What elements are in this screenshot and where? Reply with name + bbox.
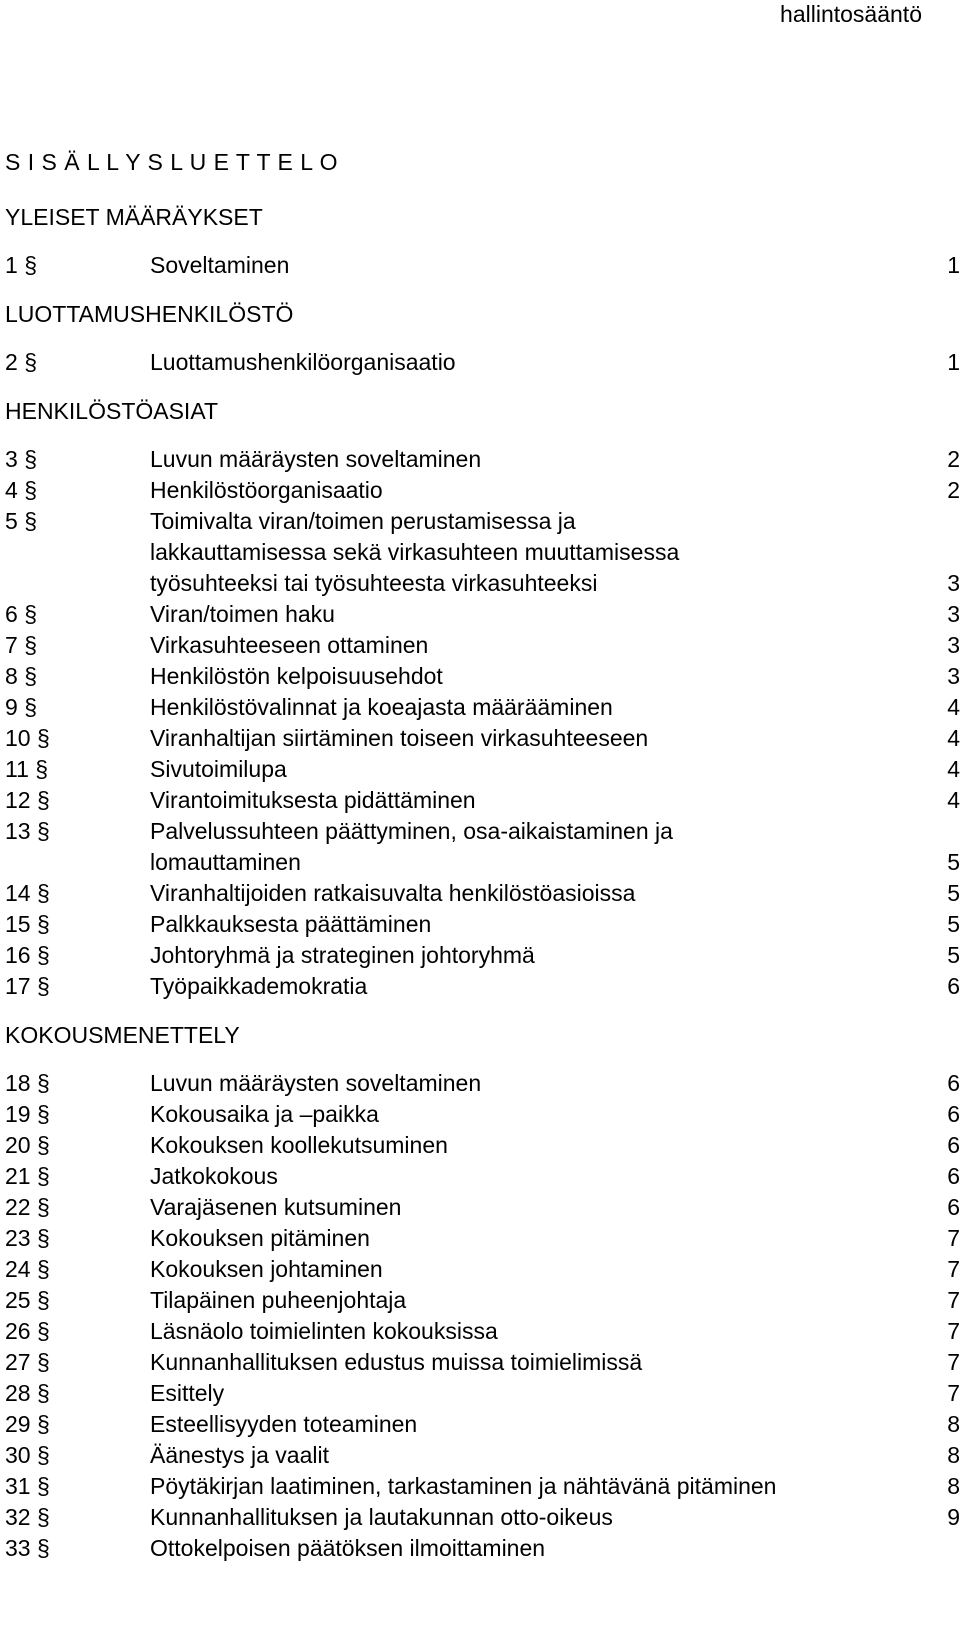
entry-page-number: 9 <box>947 1504 960 1530</box>
entry-title <box>150 1316 930 1347</box>
entry-page-number: 3 <box>947 601 960 627</box>
entry-number: 15 <box>5 911 31 937</box>
entry-number: 2 <box>5 349 18 375</box>
toc-entries <box>5 444 960 1002</box>
toc-entry <box>5 599 960 630</box>
entry-title-line: Palkkauksesta päättäminen <box>150 911 432 937</box>
entry-title <box>150 1409 930 1440</box>
entry-section-ref <box>5 816 150 878</box>
entry-title <box>150 1130 930 1161</box>
section-sign-icon: § <box>36 1163 50 1189</box>
entry-number: 18 <box>5 1070 31 1096</box>
entry-title-line: Soveltaminen <box>150 252 290 278</box>
entry-title <box>150 692 930 723</box>
section-heading: LUOTTAMUSHENKILÖSTÖ <box>5 301 294 327</box>
toc-entry <box>5 1068 960 1099</box>
document-header: hallintosääntö <box>780 1 922 27</box>
toc-sections <box>5 198 960 1564</box>
entry-section-ref <box>5 1409 150 1440</box>
entry-title-line: Kunnanhallituksen edustus muissa toimielimissä <box>150 1349 643 1375</box>
entry-title-line: Henkilöstöorganisaatio <box>150 477 383 503</box>
toc-entry <box>5 444 960 475</box>
entry-page-number: 4 <box>947 787 960 813</box>
entry-title <box>150 816 930 878</box>
section-heading: KOKOUSMENETTELY <box>5 1022 240 1048</box>
entry-section-ref <box>5 1440 150 1471</box>
entry-title <box>150 250 930 281</box>
section-sign-icon: § <box>36 973 50 999</box>
entry-title-line: Virkasuhteeseen ottaminen <box>150 632 429 658</box>
toc-entry <box>5 940 960 971</box>
toc-entries <box>5 347 960 378</box>
toc-entry <box>5 1223 960 1254</box>
toc-entry <box>5 347 960 378</box>
entry-number: 20 <box>5 1132 31 1158</box>
entry-title <box>150 1192 930 1223</box>
entry-title-line: Viranhaltijan siirtäminen toiseen virkasuhteeseen <box>150 725 649 751</box>
section-sign-icon: § <box>36 880 50 906</box>
entry-title-line: Virantoimituksesta pidättäminen <box>150 787 476 813</box>
entry-number: 31 <box>5 1473 31 1499</box>
entry-section-ref <box>5 723 150 754</box>
entry-title-line: Henkilöstövalinnat ja koeajasta määrääminen <box>150 694 613 720</box>
toc-entry <box>5 475 960 506</box>
entry-number: 33 <box>5 1535 31 1561</box>
entry-number: 9 <box>5 694 18 720</box>
entry-title <box>150 599 930 630</box>
toc-entry <box>5 506 960 599</box>
entry-title <box>150 1099 930 1130</box>
entry-section-ref <box>5 1471 150 1502</box>
toc-entry <box>5 1440 960 1471</box>
toc-entry <box>5 1502 960 1533</box>
entry-title <box>150 909 930 940</box>
section-sign-icon: § <box>36 1070 50 1096</box>
entry-section-ref <box>5 1254 150 1285</box>
toc-entry <box>5 1378 960 1409</box>
section-sign-icon: § <box>36 1380 50 1406</box>
toc-entry <box>5 1130 960 1161</box>
toc-title: S I S Ä L L Y S L U E T T E L O <box>5 149 338 175</box>
entry-title <box>150 1347 930 1378</box>
entry-title-line: Johtoryhmä ja strateginen johtoryhmä <box>150 942 535 968</box>
toc-entry <box>5 754 960 785</box>
entry-section-ref <box>5 1316 150 1347</box>
entry-number: 24 <box>5 1256 31 1282</box>
entry-title-line: Jatkokokous <box>150 1163 278 1189</box>
entry-number: 8 <box>5 663 18 689</box>
entry-page-number: 2 <box>947 446 960 472</box>
entry-number: 3 <box>5 446 18 472</box>
entry-page-number: 3 <box>947 663 960 689</box>
entry-title-line: Varajäsenen kutsuminen <box>150 1194 402 1220</box>
entry-page-number: 3 <box>947 632 960 658</box>
entry-number: 29 <box>5 1411 31 1437</box>
entry-page-number: 6 <box>947 973 960 999</box>
section-sign-icon: § <box>24 446 37 472</box>
section-sign-icon: § <box>36 1225 50 1251</box>
entry-page-number: 6 <box>947 1070 960 1096</box>
entry-section-ref <box>5 1223 150 1254</box>
entry-section-ref <box>5 599 150 630</box>
entry-number: 25 <box>5 1287 31 1313</box>
toc-entry <box>5 1533 960 1564</box>
entry-page-number: 7 <box>947 1380 960 1406</box>
entry-page-number: 4 <box>947 725 960 751</box>
entry-number: 19 <box>5 1101 31 1127</box>
entry-title-line: Työpaikkademokratia <box>150 973 368 999</box>
entry-title <box>150 1223 930 1254</box>
entry-title-line: Kokousaika ja –paikka <box>150 1101 379 1127</box>
entry-title-line: Kunnanhallituksen ja lautakunnan otto-oikeus <box>150 1504 613 1530</box>
entry-title-line: Palvelussuhteen päättyminen, osa-aikaistaminen ja <box>150 818 673 844</box>
toc-entry <box>5 1316 960 1347</box>
entry-page-number: 8 <box>947 1473 960 1499</box>
entry-section-ref <box>5 878 150 909</box>
entry-section-ref <box>5 940 150 971</box>
entry-title-line: Viranhaltijoiden ratkaisuvalta henkilöstöasioissa <box>150 880 636 906</box>
toc-entry <box>5 1161 960 1192</box>
entry-page-number: 6 <box>947 1132 960 1158</box>
entry-page-number: 5 <box>947 911 960 937</box>
entry-section-ref <box>5 909 150 940</box>
toc-entry <box>5 692 960 723</box>
entry-title-line: Luvun määräysten soveltaminen <box>150 1070 482 1096</box>
entry-title <box>150 1161 930 1192</box>
entry-title-line: lakkauttamisessa sekä virkasuhteen muuttamisessa <box>150 539 680 565</box>
toc-entries <box>5 250 960 281</box>
entry-page-number: 4 <box>947 756 960 782</box>
entry-title <box>150 971 930 1002</box>
entry-number: 6 <box>5 601 18 627</box>
entry-title-line: lomauttaminen <box>150 849 301 875</box>
entry-title <box>150 940 930 971</box>
entry-title <box>150 444 930 475</box>
toc-entry <box>5 909 960 940</box>
entry-title-line: Kokouksen koollekutsuminen <box>150 1132 448 1158</box>
toc-entry <box>5 250 960 281</box>
toc-section <box>5 295 960 378</box>
entry-number: 1 <box>5 252 18 278</box>
entry-page-number: 1 <box>947 349 960 375</box>
toc-entry <box>5 971 960 1002</box>
entry-number: 11 <box>5 756 29 782</box>
section-sign-icon: § <box>36 725 50 751</box>
entry-number: 23 <box>5 1225 31 1251</box>
toc-entry <box>5 1192 960 1223</box>
entry-section-ref <box>5 475 150 506</box>
entry-page-number: 5 <box>947 880 960 906</box>
entry-title-line: Luottamushenkilöorganisaatio <box>150 349 456 375</box>
entry-title-line: Viran/toimen haku <box>150 601 335 627</box>
entry-page-number: 7 <box>947 1349 960 1375</box>
entry-title <box>150 754 930 785</box>
entry-number: 13 <box>5 818 31 844</box>
section-sign-icon: § <box>36 1473 50 1499</box>
entry-page-number: 3 <box>947 570 960 596</box>
section-sign-icon: § <box>36 1411 50 1437</box>
entry-title-line: Kokouksen johtaminen <box>150 1256 383 1282</box>
section-sign-icon: § <box>36 1101 50 1127</box>
entry-title-line: Läsnäolo toimielinten kokouksissa <box>150 1318 498 1344</box>
entry-section-ref <box>5 785 150 816</box>
entry-title-line: Tilapäinen puheenjohtaja <box>150 1287 407 1313</box>
toc-section <box>5 1016 960 1564</box>
toc-entry <box>5 816 960 878</box>
entry-title <box>150 506 930 599</box>
entry-title-line: Äänestys ja vaalit <box>150 1442 329 1468</box>
entry-title <box>150 785 930 816</box>
entry-title <box>150 723 930 754</box>
entry-number: 12 <box>5 787 31 813</box>
entry-section-ref <box>5 444 150 475</box>
entry-section-ref <box>5 1192 150 1223</box>
section-sign-icon: § <box>24 349 37 375</box>
entry-title-line: Toimivalta viran/toimen perustamisessa ja <box>150 508 576 534</box>
section-sign-icon: § <box>36 1194 50 1220</box>
section-sign-icon: § <box>36 1504 50 1530</box>
entry-page-number: 1 <box>947 252 960 278</box>
entry-title-line: Esittely <box>150 1380 225 1406</box>
entry-title <box>150 347 930 378</box>
toc-entries <box>5 1068 960 1564</box>
entry-title <box>150 630 930 661</box>
entry-page-number: 7 <box>947 1256 960 1282</box>
section-heading: HENKILÖSTÖASIAT <box>5 398 219 424</box>
entry-section-ref <box>5 1099 150 1130</box>
entry-page-number: 7 <box>947 1287 960 1313</box>
entry-page-number: 6 <box>947 1101 960 1127</box>
entry-number: 28 <box>5 1380 31 1406</box>
section-sign-icon: § <box>36 1287 50 1313</box>
section-sign-icon: § <box>36 818 50 844</box>
entry-title-line: Ottokelpoisen päätöksen ilmoittaminen <box>150 1535 546 1561</box>
entry-number: 10 <box>5 725 31 751</box>
section-sign-icon: § <box>36 942 50 968</box>
toc-entry <box>5 1409 960 1440</box>
entry-page-number: 6 <box>947 1194 960 1220</box>
entry-section-ref <box>5 971 150 1002</box>
entry-title <box>150 1285 930 1316</box>
entry-section-ref <box>5 1285 150 1316</box>
entry-number: 32 <box>5 1504 31 1530</box>
entry-number: 17 <box>5 973 31 999</box>
entry-section-ref <box>5 1161 150 1192</box>
toc-entry <box>5 1099 960 1130</box>
toc-entry <box>5 1347 960 1378</box>
toc-section <box>5 198 960 281</box>
section-heading: YLEISET MÄÄRÄYKSET <box>5 204 263 230</box>
entry-title <box>150 1471 930 1502</box>
entry-number: 21 <box>5 1163 31 1189</box>
section-sign-icon: § <box>24 694 37 720</box>
entry-title-line: Esteellisyyden toteaminen <box>150 1411 418 1437</box>
entry-section-ref <box>5 661 150 692</box>
toc-entry <box>5 661 960 692</box>
section-sign-icon: § <box>36 1132 50 1158</box>
entry-number: 27 <box>5 1349 31 1375</box>
entry-title <box>150 1254 930 1285</box>
toc-entry <box>5 878 960 909</box>
toc-section <box>5 392 960 1002</box>
entry-title <box>150 1068 930 1099</box>
section-sign-icon: § <box>36 1349 50 1375</box>
entry-title <box>150 1440 930 1471</box>
section-sign-icon: § <box>24 601 37 627</box>
entry-section-ref <box>5 1068 150 1099</box>
entry-section-ref <box>5 250 150 281</box>
section-sign-icon: § <box>36 1442 50 1468</box>
entry-title <box>150 661 930 692</box>
entry-section-ref <box>5 347 150 378</box>
section-sign-icon: § <box>36 1256 50 1282</box>
section-sign-icon: § <box>36 1318 50 1344</box>
entry-title <box>150 475 930 506</box>
toc-entry <box>5 630 960 661</box>
toc-entry <box>5 1254 960 1285</box>
entry-title <box>150 878 930 909</box>
section-sign-icon: § <box>24 663 37 689</box>
entry-page-number: 8 <box>947 1411 960 1437</box>
entry-section-ref <box>5 506 150 599</box>
toc-entry <box>5 785 960 816</box>
entry-title-line: Pöytäkirjan laatiminen, tarkastaminen ja nähtävänä pitäminen <box>150 1473 777 1499</box>
entry-number: 14 <box>5 880 31 906</box>
entry-section-ref <box>5 1130 150 1161</box>
entry-section-ref <box>5 1378 150 1409</box>
entry-page-number: 7 <box>947 1318 960 1344</box>
toc-entry <box>5 1471 960 1502</box>
section-sign-icon: § <box>24 252 37 278</box>
entry-section-ref <box>5 630 150 661</box>
section-sign-icon: § <box>24 632 37 658</box>
entry-page-number: 7 <box>947 1225 960 1251</box>
section-sign-icon: § <box>36 911 50 937</box>
entry-title <box>150 1533 930 1564</box>
entry-title-line: Luvun määräysten soveltaminen <box>150 446 482 472</box>
entry-number: 7 <box>5 632 18 658</box>
section-sign-icon: § <box>36 787 50 813</box>
entry-number: 30 <box>5 1442 31 1468</box>
entry-title-line: Kokouksen pitäminen <box>150 1225 370 1251</box>
entry-page-number: 4 <box>947 694 960 720</box>
entry-number: 26 <box>5 1318 31 1344</box>
section-sign-icon: § <box>24 477 37 503</box>
entry-number: 5 <box>5 508 18 534</box>
entry-title-line: työsuhteeksi tai työsuhteesta virkasuhteeksi <box>150 570 598 596</box>
table-of-contents <box>5 140 960 1564</box>
entry-number: 22 <box>5 1194 31 1220</box>
toc-entry <box>5 1285 960 1316</box>
entry-section-ref <box>5 754 150 785</box>
section-sign-icon: § <box>36 1535 50 1561</box>
entry-title <box>150 1502 930 1533</box>
entry-section-ref <box>5 1502 150 1533</box>
entry-number: 4 <box>5 477 18 503</box>
entry-page-number: 6 <box>947 1163 960 1189</box>
entry-title-line: Henkilöstön kelpoisuusehdot <box>150 663 443 689</box>
entry-page-number: 8 <box>947 1442 960 1468</box>
entry-title <box>150 1378 930 1409</box>
section-sign-icon: § <box>24 508 37 534</box>
toc-entry <box>5 723 960 754</box>
entry-section-ref <box>5 692 150 723</box>
entry-section-ref <box>5 1533 150 1564</box>
entry-title-line: Sivutoimilupa <box>150 756 287 782</box>
section-sign-icon: § <box>35 756 49 782</box>
entry-section-ref <box>5 1347 150 1378</box>
entry-page-number: 5 <box>947 942 960 968</box>
entry-page-number: 5 <box>947 849 960 875</box>
entry-page-number: 2 <box>947 477 960 503</box>
entry-number: 16 <box>5 942 31 968</box>
